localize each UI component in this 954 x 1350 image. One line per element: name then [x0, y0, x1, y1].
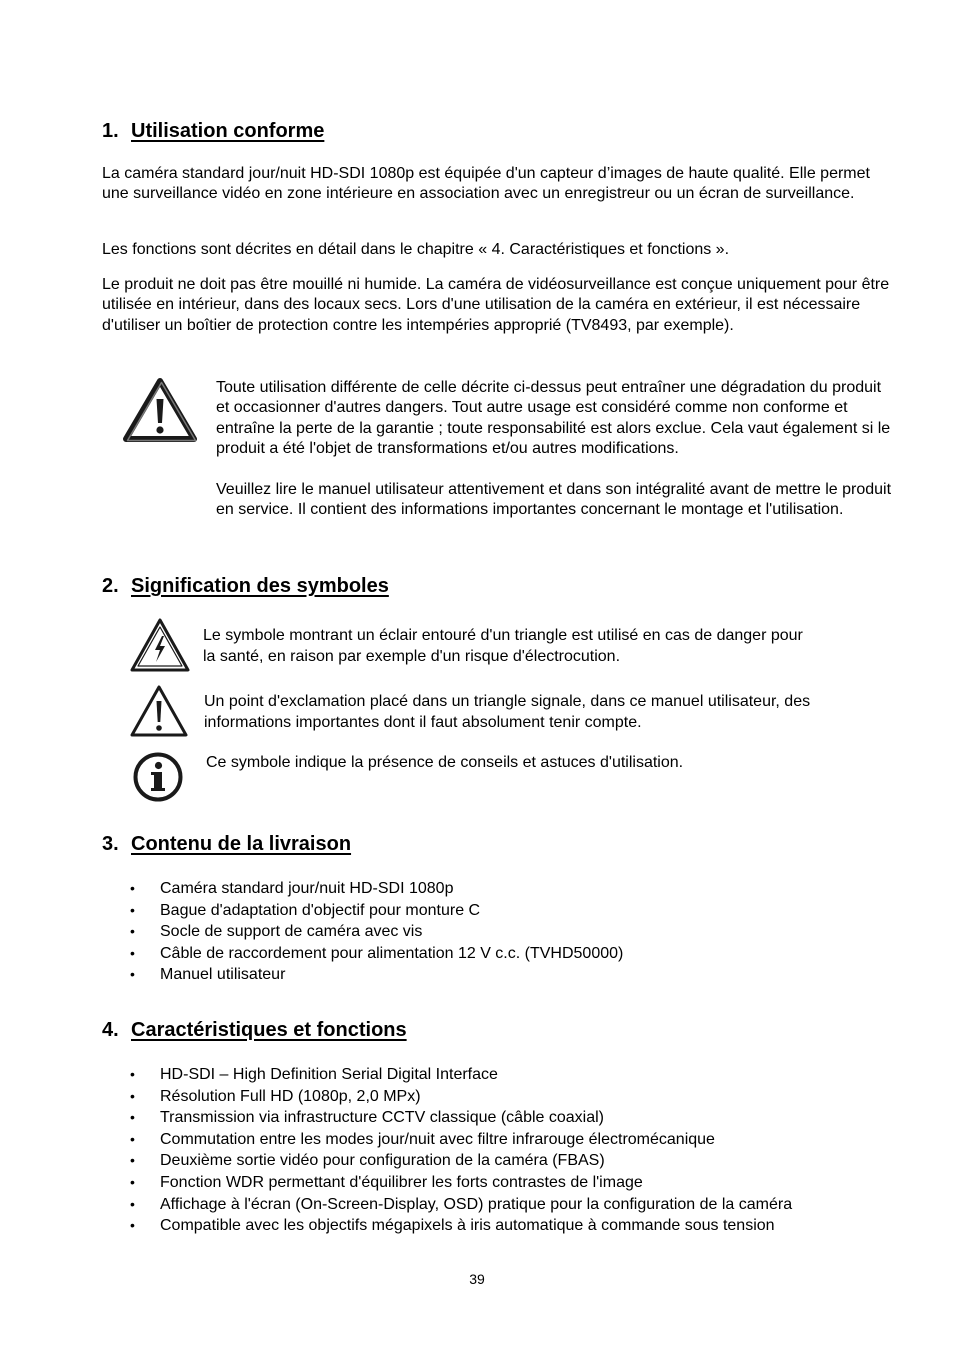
section-heading-1 [102, 120, 324, 143]
list-item: • Manuel utilisateur [102, 964, 902, 986]
section-title: Caractéristiques et fonctions [131, 1019, 407, 1041]
info-circle-icon [132, 751, 184, 803]
symbol-description: Le symbole montrant un éclair entouré d'un triangle est utilisé en cas de danger pour la santé, en raison par exemple d'un risque d'électrocution. [203, 627, 803, 665]
paragraph: La caméra standard jour/nuit HD-SDI 1080p est équipée d'un capteur d’images de haute qualité. Elle permet une surveillance vidéo en zone intérieure en association avec un enregistreur ou un écran de surveillance. [102, 165, 870, 203]
warning-text: Toute utilisation différente de celle décrite ci-dessus peut entraîner une dégradation du produit et occasionner d'autres dangers. Tout autre usage est considéré comme non conforme et entraîne la perte de la garantie ; toute responsabilité est alors exclue. Cela vaut également si le produit a été l'objet de transformations et/ou autres modifications. [216, 379, 891, 457]
list-item: • Résolution Full HD (1080p, 2,0 MPx) [102, 1086, 902, 1108]
symbol-description: Ce symbole indique la présence de conseils et astuces d'utilisation. [206, 754, 684, 771]
section-heading-4 [102, 1019, 407, 1042]
list-item: • Caméra standard jour/nuit HD-SDI 1080p [102, 878, 902, 900]
section-title: Utilisation conforme [131, 120, 325, 142]
section-number: 4. [102, 1019, 119, 1041]
section-number: 2. [102, 575, 119, 597]
list-item: • Affichage à l'écran (On-Screen-Display, OSD) pratique pour la configuration de la caméra [102, 1194, 902, 1216]
lightning-triangle-icon [129, 617, 191, 673]
section-number: 1. [102, 120, 119, 142]
list-item: • Compatible avec les objectifs mégapixels à iris automatique à commande sous tension [102, 1215, 902, 1237]
list-item: • Bague d'adaptation d'objectif pour monture C [102, 900, 902, 922]
list-item: • Câble de raccordement pour alimentation 12 V c.c. (TVHD50000) [102, 943, 902, 965]
section-number: 3. [102, 833, 119, 855]
list-item: • Socle de support de caméra avec vis [102, 921, 902, 943]
list-item: • Deuxième sortie vidéo pour configuration de la caméra (FBAS) [102, 1150, 902, 1172]
paragraph: Les fonctions sont décrites en détail dans le chapitre « 4. Caractéristiques et fonctions ». [102, 241, 730, 258]
section-heading-2 [102, 575, 389, 598]
symbol-description: Un point d'exclamation placé dans un triangle signale, dans ce manuel utilisateur, des informations importantes dont il faut absolument tenir compte. [204, 693, 811, 731]
warning-triangle-exclamation-icon [122, 377, 198, 443]
list-item: • HD-SDI – High Definition Serial Digital Interface [102, 1064, 902, 1086]
page-number: 39 [469, 1271, 485, 1287]
section-heading-3 [102, 833, 351, 856]
section-title: Signification des symboles [131, 575, 389, 597]
list-item: • Commutation entre les modes jour/nuit avec filtre infrarouge électromécanique [102, 1129, 902, 1151]
warning-text: Veuillez lire le manuel utilisateur attentivement et dans son intégralité avant de mettre le produit en service. Il contient des informations importantes concernant le montage et l'utilisation. [216, 481, 892, 519]
list-item: • Fonction WDR permettant d'équilibrer les forts contrastes de l'image [102, 1172, 902, 1194]
features-list [102, 1064, 902, 1237]
delivery-contents-list [102, 878, 902, 986]
list-item: • Transmission via infrastructure CCTV classique (câble coaxial) [102, 1107, 902, 1129]
section-title: Contenu de la livraison [131, 833, 352, 855]
exclamation-triangle-icon [129, 684, 189, 738]
paragraph: Le produit ne doit pas être mouillé ni humide. La caméra de vidéosurveillance est conçue uniquement pour être utilisée en intérieur, dans des locaux secs. Lors d'une utilisation de la caméra en extérieur, il est nécessaire d'utiliser un boîtier de protection contre les intempéries approprié (TV8493, par exemple). [102, 276, 890, 334]
